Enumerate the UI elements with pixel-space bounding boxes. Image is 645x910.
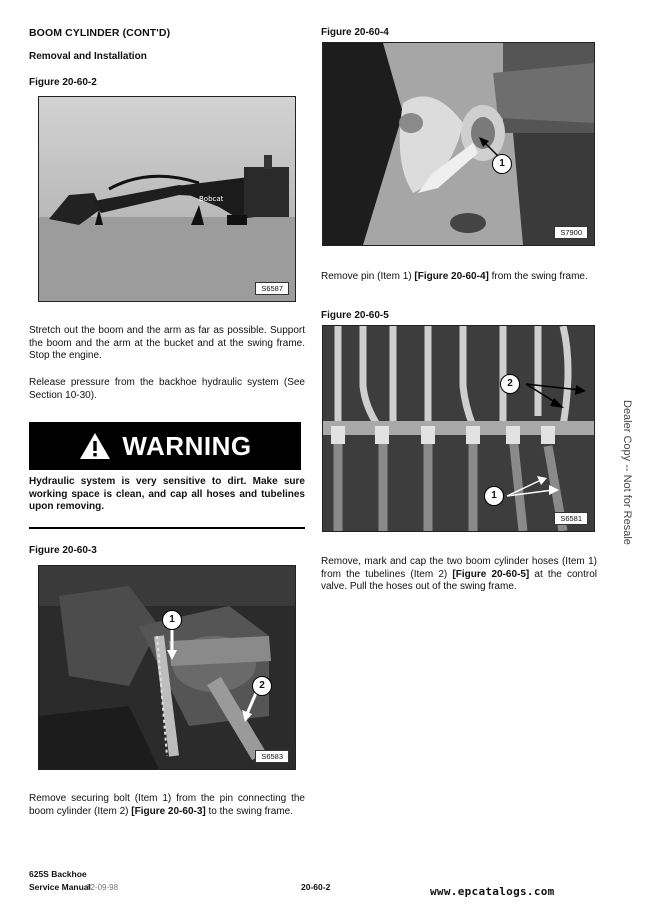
callout-1: 1 xyxy=(492,154,512,174)
subsection-title: Removal and Installation xyxy=(29,51,147,62)
callout-1: 1 xyxy=(484,486,504,506)
warning-label: WARNING xyxy=(122,430,252,461)
step-stretch-boom: Stretch out the boom and the arm as far as possible. Support the boom and the arm at the bucket and at the swing frame. Stop the engine. xyxy=(29,325,305,362)
figure-20-60-5-photo xyxy=(322,325,595,532)
figure-tag: S7900 xyxy=(554,226,588,239)
callout-2: 2 xyxy=(500,374,520,394)
figure-caption-2: Figure 20-60-2 xyxy=(29,77,97,88)
dealer-copy-sidebar: Dealer Copy -- Not for Resale xyxy=(621,400,633,545)
svg-text:Bobcat: Bobcat xyxy=(199,195,224,203)
callout-1: 1 xyxy=(162,610,182,630)
callout-arrows-1 xyxy=(501,466,561,506)
figure-tag: S6581 xyxy=(554,512,588,525)
footer-model: 625S Backhoe xyxy=(29,869,87,879)
figure-caption-4: Figure 20-60-4 xyxy=(321,27,389,38)
figure-caption-3: Figure 20-60-3 xyxy=(29,545,97,556)
step-remove-hoses: Remove, mark and cap the two boom cylinder hoses (Item 1) from the tubelines (Item 2) [Figure 20-60-5] at the control valve. Pull the hoses out of the swing frame. xyxy=(321,556,598,593)
callout-arrows-2 xyxy=(518,376,588,416)
callout-2: 2 xyxy=(252,676,272,696)
step-release-pressure: Release pressure from the backhoe hydraulic system (See Section 10-30). xyxy=(29,377,305,401)
footer-date: 12-09-98 xyxy=(86,883,119,892)
warning-triangle-icon xyxy=(78,431,112,461)
step-remove-pin: Remove pin (Item 1) [Figure 20-60-4] from the swing frame. xyxy=(321,271,588,282)
step-remove-bolt: Remove securing bolt (Item 1) from the pin connecting the boom cylinder (Item 2) [Figure 20-60-3] to the swing frame. xyxy=(29,793,305,817)
footer-website: www.epcatalogs.com xyxy=(430,885,555,898)
figure-caption-5: Figure 20-60-5 xyxy=(321,310,389,321)
warning-banner xyxy=(29,422,301,470)
figure-tag: S6587 xyxy=(255,282,289,295)
section-title: BOOM CYLINDER (CONT'D) xyxy=(29,27,171,39)
figure-20-60-2-photo xyxy=(38,96,296,302)
footer-page-number: 20-60-2 xyxy=(301,882,331,892)
footer-manual: Service Manual xyxy=(29,882,91,892)
figure-tag: S6583 xyxy=(255,750,289,763)
figure-20-60-3-photo xyxy=(38,565,296,770)
warning-body: Hydraulic system is very sensitive to dirt. Make sure working space is clean, and cap all hoses and tubelines upon removing. xyxy=(29,476,305,513)
figure-20-60-4-photo xyxy=(322,42,595,246)
warning-rule xyxy=(29,527,305,529)
